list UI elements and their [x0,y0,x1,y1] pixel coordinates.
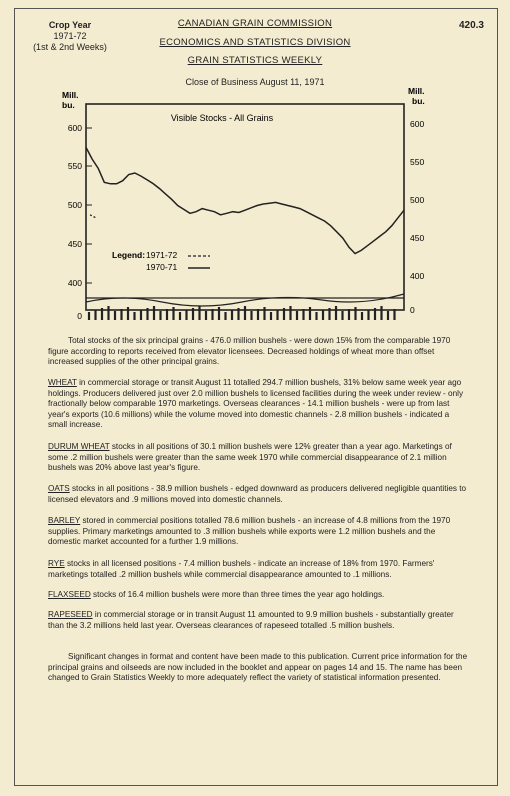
series-1970-71-line [86,147,404,253]
paragraph-rapeseed [48,610,468,631]
crop-year-value: 1971-72 [53,31,87,41]
left-axis-unit-line2: bu. [62,100,75,110]
oats-heading: OATS [48,484,70,493]
division-title-text: ECONOMICS AND STATISTICS DIVISION [159,37,351,48]
oats-body: stocks in all positions - 38.9 million bushels - edged downward as producers delivered negligible quantities to licensed elevators and .9 millions moved into domestic channels. [48,484,467,504]
right-tick-label: 400 [410,271,425,281]
paragraph-oats-text [48,484,468,505]
paragraph-wheat [48,378,468,431]
wheat-heading: WHEAT [48,378,77,387]
rapeseed-body: in commercial storage or in transit August 11 amounted to 9.9 million bushels - substantially greater than the 3.2 millions held last year. Overseas clearances of rapeseed totalled .5 million bushels. [48,610,454,630]
paragraph-rye [48,559,468,580]
left-tick-label: 0 [77,311,82,321]
legend-label-1971-72: 1971-72 [146,250,178,260]
paragraph-barley [48,516,468,548]
weekly-bars [89,306,395,320]
paragraph-rye-text [48,559,468,580]
rye-heading: RYE [48,559,65,568]
flaxseed-heading: FLAXSEED [48,590,91,599]
rye-body: stocks in all licensed positions - 7.4 million bushels - indicate an increase of 18% from 1970. Farmers' marketings totalled .2 million bushels while commercial disappearance amounted to .1 millions. [48,559,435,579]
right-axis-unit-line1: Mill. [408,88,425,96]
lower-wave-line [86,294,404,306]
crop-year-label: Crop Year [48,20,92,30]
paragraph-total [48,336,468,368]
paragraph-oats [48,484,468,505]
chart-frame [86,104,404,310]
crop-year-weeks: (1st & 2nd Weeks) [33,42,107,52]
right-tick-label: 500 [410,195,425,205]
left-tick-label: 450 [67,239,82,249]
durum-heading: DURUM WHEAT [48,442,110,451]
date-line: Close of Business August 11, 1971 [185,77,325,87]
paragraph-format-note-text: Significant changes in format and content have been made to this publication. Current price information for the principal grains and oilseeds are now included in the booklet and appear on pages 14 and 15. The name has been changed to Grain Statistics Weekly to more adequately reflect the variety of statistical information presented. [48,652,468,683]
publication-title [150,55,360,66]
visible-stocks-chart [22,88,482,328]
chart-svg [22,88,482,328]
legend-label-1970-71: 1970-71 [146,262,178,272]
right-tick-label: 450 [410,233,425,243]
paragraph-flaxseed [48,590,468,601]
barley-heading: BARLEY [48,516,81,525]
page-number: 420.3 [458,20,484,31]
wheat-body: in commercial storage or transit August 11 totalled 294.7 million bushels, 31% below same week year ago holdings. Producers delivered just over 2.0 million bushels to licensed facilities during the week under review - only fractionally below comparable 1970 marketings. Overseas clearances - 14.1 million bushels - were up from last year's exports (10.6 millions) while the volume moved into domestic channels - 2.8 million bushels - indicated a small increase. [48,378,464,430]
paragraph-wheat-text [48,378,468,431]
left-tick-label: 500 [67,200,82,210]
left-axis-unit-line1: Mill. [62,90,79,100]
left-tick-label: 550 [67,161,82,171]
paragraph-barley-text [48,516,468,548]
division-title [150,37,360,48]
durum-body: stocks in all positions of 30.1 million bushels were 12% greater than a year ago. Marketings of some .2 million bushels were greater than the same week 1970 while commercial disappearance of 2.1 million bushels was 20% above last year's figure. [48,442,452,473]
right-axis-unit-line2: bu. [412,96,425,106]
right-tick-label: 600 [410,119,425,129]
org-title [150,18,360,29]
rapeseed-heading: RAPESEED [48,610,93,619]
paragraph-flaxseed-text [48,590,468,601]
left-tick-label: 600 [67,123,82,133]
series-1971-72-line [90,215,96,218]
legend-title: Legend: [112,250,146,260]
paragraph-durum [48,442,468,474]
chart-title: Visible Stocks - All Grains [170,113,274,123]
paragraph-rapeseed-text [48,610,468,631]
right-tick-label: 0 [410,305,415,315]
paragraph-durum-text [48,442,468,474]
barley-body: stored in commercial positions totalled 78.6 million bushels - an increase of 4.8 millions from the 1970 supplies. Primary marketings amounted to .3 million bushels while exports were 1.2 million bushels and the domestic market accounted for a further 1.9 millions. [48,516,451,547]
crop-year-block [30,20,110,53]
paragraph-format-note [48,652,468,684]
left-tick-label: 400 [67,278,82,288]
paragraph-total-text: Total stocks of the six principal grains - 476.0 million bushels - were down 15% from the comparable 1970 figure according to reports received from elevator licensees. Decreased holdings of wheat more than offset increased supplies of the other principal grains. [48,336,451,367]
right-tick-label: 550 [410,157,425,167]
flaxseed-body: stocks of 16.4 million bushels were more than three times the year ago holdings. [90,590,385,599]
publication-title-text: GRAIN STATISTICS WEEKLY [187,55,323,66]
org-title-text: CANADIAN GRAIN COMMISSION [177,18,333,29]
